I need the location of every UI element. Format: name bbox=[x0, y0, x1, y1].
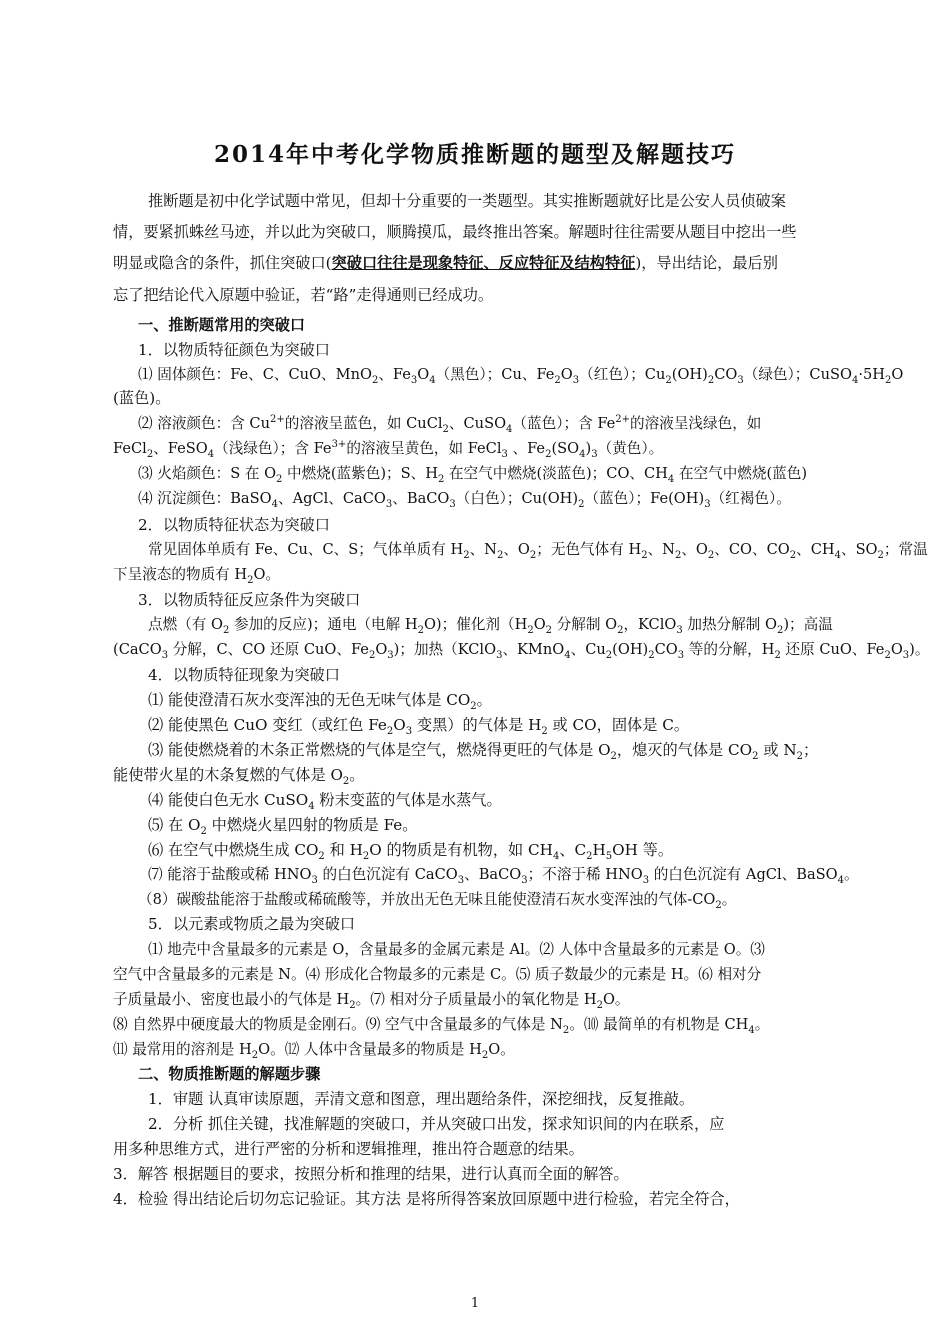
step-4: 4．检验 得出结论后切勿忘记验证。其方法 是将所得答案放回原题中进行检验，若完全符合， bbox=[113, 1190, 740, 1208]
section-heading-1: 一、推断题常用的突破口 bbox=[138, 316, 306, 334]
state-line-2: 下呈液态的物质有 $H_2O$。 bbox=[113, 566, 281, 586]
solution-colors: ⑵ 溶液颜色：含 $Cu^{2+}$的溶液呈蓝色，如 CuCl$_2$、CuSO$_4$（蓝色）；含 $Fe^{2+}$的溶液呈浅绿色，如 bbox=[138, 414, 762, 435]
intro-line-4: 忘了把结论代入原题中验证，若“路”走得通则已经成功。 bbox=[113, 286, 494, 304]
step-2: 2．分析 抓住关键，找准解题的突破口，并从突破口出发，探求知识间的内在联系，应 bbox=[148, 1115, 725, 1133]
superlatives-4: ⑻ 自然界中硬度最大的物质是金刚石。⑼ 空气中含量最多的气体是 $N_2$。⑽ 最简单的有机物是 $CH_4$。 bbox=[113, 1016, 770, 1036]
phenomenon-2: ⑵ 能使黑色 CuO 变红（或红色 $Fe_2O_3$ 变黑）的气体是 $H_2$ 或 CO，固体是 C。 bbox=[148, 716, 690, 738]
subheading-color: 1．以物质特征颜色为突破口 bbox=[138, 341, 330, 359]
phenomenon-5: ⑸ 在 $O_2$ 中燃烧火星四射的物质是 Fe。 bbox=[148, 816, 418, 838]
intro-line-3: 明显或隐含的条件，抓住突破口(突破口往往是现象特征、反应特征及结构特征)，导出结论，最后别 bbox=[113, 254, 778, 272]
reaction-line-2: (CaCO$_3$ 分解，C、CO 还原 CuO、$Fe_2O_3$)；加热（KClO$_3$、KMnO$_4$、$Cu_2(OH)_2CO_3$ 等的分解，$H_2$ 还原 CuO、$Fe_2O_3$)。 bbox=[113, 641, 930, 661]
step-1: 1．审题 认真审读原题，弄清文意和图意，理出题给条件，深挖细找，反复推敲。 bbox=[148, 1090, 695, 1108]
subheading-reaction: 3．以物质特征反应条件为突破口 bbox=[138, 591, 361, 609]
step-3: 3．解答 根据题目的要求，按照分析和推理的结果，进行认真而全面的解答。 bbox=[113, 1165, 629, 1183]
intro-line-1: 推断题是初中化学试题中常见，但却十分重要的一类题型。其实推断题就好比是公安人员侦破案 bbox=[148, 192, 786, 210]
intro-line-2: 情，要紧抓蛛丝马迹，并以此为突破口，顺腾摸瓜，最终推出答案。解题时往往需要从题目中挖出一些 bbox=[113, 223, 797, 241]
phenomenon-7: ⑺ 能溶于盐酸或稀 $HNO_3$ 的白色沉淀有 CaCO$_3$、BaCO$_3$；不溶于稀 $HNO_3$ 的白色沉淀有 AgCl、BaSO$_4$。 bbox=[148, 866, 859, 886]
subheading-superlatives: 5．以元素或物质之最为突破口 bbox=[148, 915, 356, 933]
solution-colors-cont: FeCl$_2$、FeSO$_4$（浅绿色）；含 $Fe^{3+}$的溶液呈黄色，如 FeCl$_3$ 、$Fe_2(SO_4)_3$（黄色）。 bbox=[113, 439, 664, 460]
superlatives-3: 子质量最小、密度也最小的气体是 $H_2$。⑺ 相对分子质量最小的氧化物是 $H_2O$。 bbox=[113, 991, 630, 1011]
section-heading-2: 二、物质推断题的解题步骤 bbox=[138, 1065, 321, 1083]
step-2-cont: 用多种思维方式，进行严密的分析和逻辑推理，推出符合题意的结果。 bbox=[113, 1140, 584, 1158]
solid-colors: ⑴ 固体颜色：Fe、C、CuO、MnO$_2$、$Fe_3O_4$（黑色）；Cu、$Fe_2O_3$（红色）；$Cu_2(OH)_2CO_3$（绿色）；$CuSO_4\cdot 5H_2O$ bbox=[138, 366, 904, 386]
phenomenon-4: ⑷ 能使白色无水 CuSO$_4$ 粉末变蓝的气体是水蒸气。 bbox=[148, 791, 502, 813]
page-number: 1 bbox=[470, 1296, 480, 1311]
document-title: 2014年中考化学物质推断题的题型及解题技巧 bbox=[213, 141, 736, 168]
subheading-phenomenon: 4．以物质特征现象为突破口 bbox=[148, 666, 340, 684]
precipitate-colors: ⑷ 沉淀颜色：BaSO$_4$、AgCl、CaCO$_3$、BaCO$_3$（白色）；$Cu(OH)_2$（蓝色）；$Fe(OH)_3$（红褐色）。 bbox=[138, 490, 791, 510]
state-line-1: 常见固体单质有 Fe、Cu、C、S；气体单质有 $H_2$、$N_2$、$O_2$；无色气体有 $H_2$、$N_2$、$O_2$、CO、$CO_2$、$CH_4$、$SO_2$；常温 bbox=[148, 541, 928, 561]
flame-colors: ⑶ 火焰颜色：S 在 $O_2$ 中燃烧(蓝紫色)；S、$H_2$ 在空气中燃烧(淡蓝色)；CO、$CH_4$ 在空气中燃烧(蓝色) bbox=[138, 465, 808, 485]
phenomenon-3-cont: 能使带火星的木条复燃的气体是 $O_2$。 bbox=[113, 766, 365, 788]
solid-colors-cont: (蓝色)。 bbox=[113, 389, 171, 407]
reaction-line-1: 点燃（有 $O_2$ 参加的反应)；通电（电解 $H_2O$)；催化剂（$H_2O_2$ 分解制 $O_2$，KClO$_3$ 加热分解制 $O_2$)；高温 bbox=[148, 616, 833, 636]
phenomenon-8: （8）碳酸盐能溶于盐酸或稀硫酸等，并放出无色无味且能使澄清石灰水变浑浊的气体$-CO_2$。 bbox=[138, 891, 737, 911]
subheading-state: 2．以物质特征状态为突破口 bbox=[138, 516, 330, 534]
phenomenon-6: ⑹ 在空气中燃烧生成 $CO_2$ 和 $H_2O$ 的物质是有机物，如 $CH_4$、$C_2H_5OH$ 等。 bbox=[148, 841, 674, 863]
intro-emphasis: 突破口往往是现象特征、反应特征及结构特征 bbox=[331, 254, 636, 272]
phenomenon-1: ⑴ 能使澄清石灰水变浑浊的无色无味气体是 $CO_2$。 bbox=[148, 691, 492, 713]
phenomenon-3: ⑶ 能使燃烧着的木条正常燃烧的气体是空气，燃烧得更旺的气体是 $O_2$，熄灭的气体是 $CO_2$ 或 $N_2$； bbox=[148, 741, 819, 763]
superlatives-1: ⑴ 地壳中含量最多的元素是 O，含量最多的金属元素是 Al。⑵ 人体中含量最多的元素是 O。⑶ bbox=[148, 941, 765, 958]
superlatives-5: ⑾ 最常用的溶剂是 $H_2O$。⑿ 人体中含量最多的物质是 $H_2O$。 bbox=[113, 1041, 515, 1061]
superlatives-2: 空气中含量最多的元素是 N。⑷ 形成化合物最多的元素是 C。⑸ 质子数最少的元素是 H。⑹ 相对分 bbox=[113, 966, 762, 983]
